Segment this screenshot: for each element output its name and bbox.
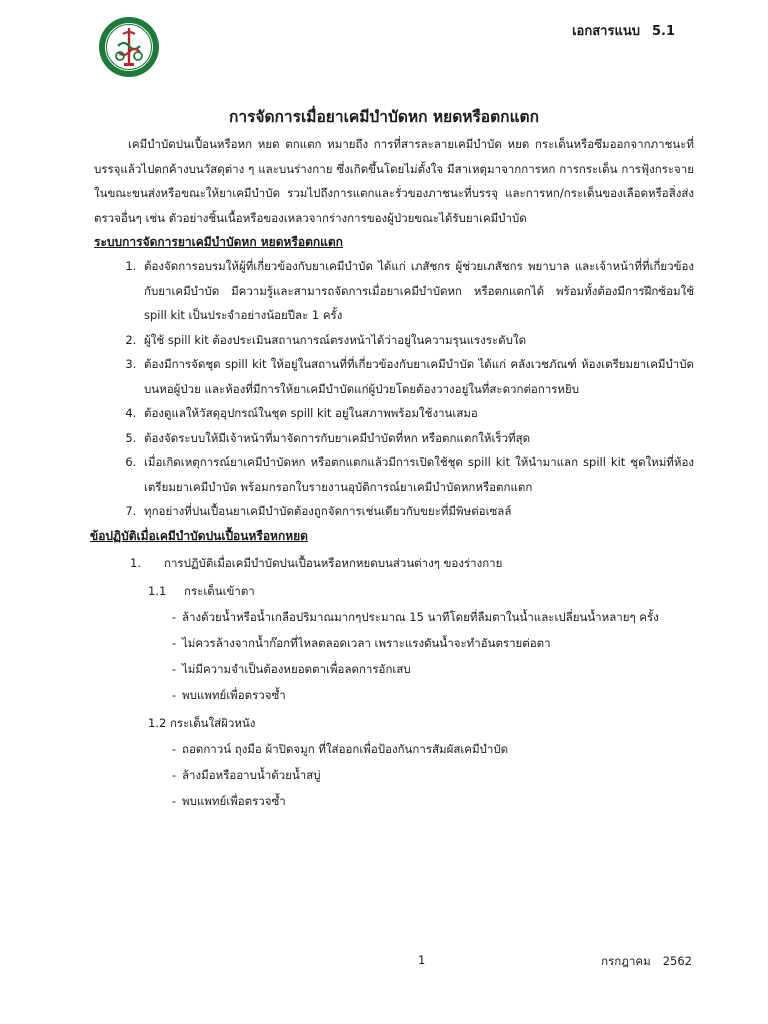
bullet-dash: -: [172, 741, 177, 756]
bullet-dash: -: [172, 767, 177, 782]
footer-month: กรกฎาคม: [601, 954, 651, 968]
bullet-text: ไม่ควรล้างจากน้ำก๊อกที่ไหลตลอดเวลา เพราะแรงดันน้ำจะทำอันตรายต่อตา: [182, 635, 551, 650]
list-item: 7. ทุกอย่างที่ปนเปื้อนยาเคมีบำบัดต้องถูกจัดการเช่นเดียวกับขยะที่มีพิษต่อเซลล์: [140, 499, 694, 524]
bullet-item: [94, 789, 694, 814]
section2-item1: [94, 550, 694, 576]
bullet-item: [94, 763, 694, 788]
bullet-dash: -: [172, 635, 177, 650]
subitem-text: กระเด็นเข้าตา: [184, 583, 255, 598]
bullet-text: ไม่มีความจำเป็นต้องหยอดตาเพื่อลดการอักเสบ: [182, 661, 411, 676]
item-number: 1.: [130, 555, 141, 570]
bullet-dash: -: [172, 661, 177, 676]
bullet-text: พบแพทย์เพื่อตรวจซ้ำ: [182, 793, 286, 808]
list-item: 6. เมื่อเกิดเหตุการณ์ยาเคมีบำบัดหก หรือตกแตกแล้วมีการเปิดใช้ชุด spill kit ให้นำมาแลก spill kit ชุดใหม่ที่ห้องเตรียมยาเคมีบำบัด พร้อมกรอกใบรายงานอุบัติการณ์ยาเคมีบำบัดหกหรือตกแตก: [140, 450, 694, 499]
bullet-item: [94, 737, 694, 762]
footer-year: 2562: [662, 954, 692, 968]
page-number: 1: [418, 953, 426, 967]
list-item: 3. ต้องมีการจัดชุด spill kit ให้อยู่ในสถานที่ที่เกี่ยวข้องกับยาเคมีบำบัด ได้แก่ คลังเวชภัณฑ์ ห้องเตรียมยาเคมีบำบัด บนหอผู้ป่วย และห้องที่มีการให้ยาเคมีบำบัดแก่ผู้ป่วยโดยต้องวางอยู่ในที่สะดวกต่อการหยิบ: [140, 352, 694, 401]
section1-heading: ระบบการจัดการยาเคมีบำบัดหก หยดหรือตกแตก: [94, 235, 343, 249]
bullet-text: พบแพทย์เพื่อตรวจซ้ำ: [182, 687, 286, 702]
bullet-dash: -: [172, 609, 177, 624]
list-item: 1. ต้องจัดการอบรมให้ผู้ที่เกี่ยวข้องกับยาเคมีบำบัด ได้แก่ เภสัชกร ผู้ช่วยเภสัชกร พยาบาล และเจ้าหน้าที่ที่เกี่ยวข้องกับยาเคมีบำบัด มีความรู้และสามารถจัดการเมื่อยาเคมีบำบัดหก หรือตกแตกได้ พร้อมทั้งต้องมีการฝึกซ้อมใช้ spill kit เป็นประจำอย่างน้อยปีละ 1 ครั้ง: [140, 254, 694, 328]
bullet-item: [94, 605, 694, 630]
list-item: 2. ผู้ใช้ spill kit ต้องประเมินสถานการณ์ตรงหน้าได้ว่าอยู่ในความรุนแรงระดับใด: [140, 328, 694, 353]
list-item: 4. ต้องดูแลให้วัสดุอุปกรณ์ในชุด spill kit อยู่ในสภาพพร้อมใช้งานเสมอ: [140, 401, 694, 426]
subitem-number: 1.1: [148, 583, 167, 598]
bullet-text: ถอดกาวน์ ถุงมือ ผ้าปิดจมูก ที่ใส่ออกเพื่อป้องกันการสัมผัสเคมีบำบัด: [182, 741, 509, 756]
intro-paragraph: เคมีบำบัดปนเปื้อนหรือหก หยด ตกแตก หมายถึง การที่สารละลายเคมีบำบัด หยด กระเด็นหรือซึมออกจากภาชนะที่บรรจุแล้วไปตกค้างบนวัสดุต่าง ๆ และบนร่างกาย ซึ่งเกิดขึ้นโดยไม่ตั้งใจ มีสาเหตุมาจากการหก การกระเด็น การฟุ้งกระจาย ในขณะขนส่งหรือขณะให้ยาเคมีบำบัด รวมไปถึงการแตกและรั่วของภาชนะที่บรรจุ และการหก/กระเด็นของเลือดหรือสิ่งส่งตรวจอื่นๆ เช่น ตัวอย่างชิ้นเนื้อหรือของเหลวจากร่างการของผู้ป่วยขณะได้รับยาเคมีบำบัด: [94, 137, 694, 225]
bullet-dash: -: [172, 687, 177, 702]
list-item: 5. ต้องจัดระบบให้มีเจ้าหน้าที่มาจัดการกับยาเคมีบำบัดที่หก หรือตกแตกให้เร็วที่สุด: [140, 426, 694, 451]
subitem-1-1: [94, 578, 694, 604]
bullet-dash: -: [172, 793, 177, 808]
annex-label-text: เอกสารแนบ: [572, 24, 640, 39]
bullet-text: ล้างมือหรืออาบน้ำด้วยน้ำสบู่: [182, 767, 321, 782]
subitem-1-2: 1.2 กระเด็นใส่ผิวหนัง: [148, 715, 256, 730]
document-body: [90, 132, 694, 814]
footer-date: [601, 953, 692, 971]
item-text: การปฏิบัติเมื่อเคมีบำบัดปนเปื้อนหรือหกหยดบนส่วนต่างๆ ของร่างกาย: [164, 555, 503, 570]
section1-list: [94, 254, 694, 524]
document-title: การจัดการเมื่อยาเคมีบำบัดหก หยดหรือตกแตก: [228, 108, 540, 126]
hospital-logo-emblem: [98, 16, 160, 78]
bullet-item: [94, 657, 694, 682]
annex-number: 5.1: [651, 24, 675, 39]
annex-label: [572, 20, 675, 41]
bullet-text: ล้างด้วยน้ำหรือน้ำเกลือปริมาณมากๆประมาณ 15 นาทีโดยที่ลืมตาในน้ำและเปลี่ยนน้ำหลายๆ ครั้ง: [182, 609, 659, 624]
bullet-item: [94, 631, 694, 656]
bullet-item: [94, 683, 694, 708]
section2-heading: ข้อปฏิบัติเมื่อเคมีบำบัดปนเปื้อนหรือหกหยด: [90, 528, 308, 543]
